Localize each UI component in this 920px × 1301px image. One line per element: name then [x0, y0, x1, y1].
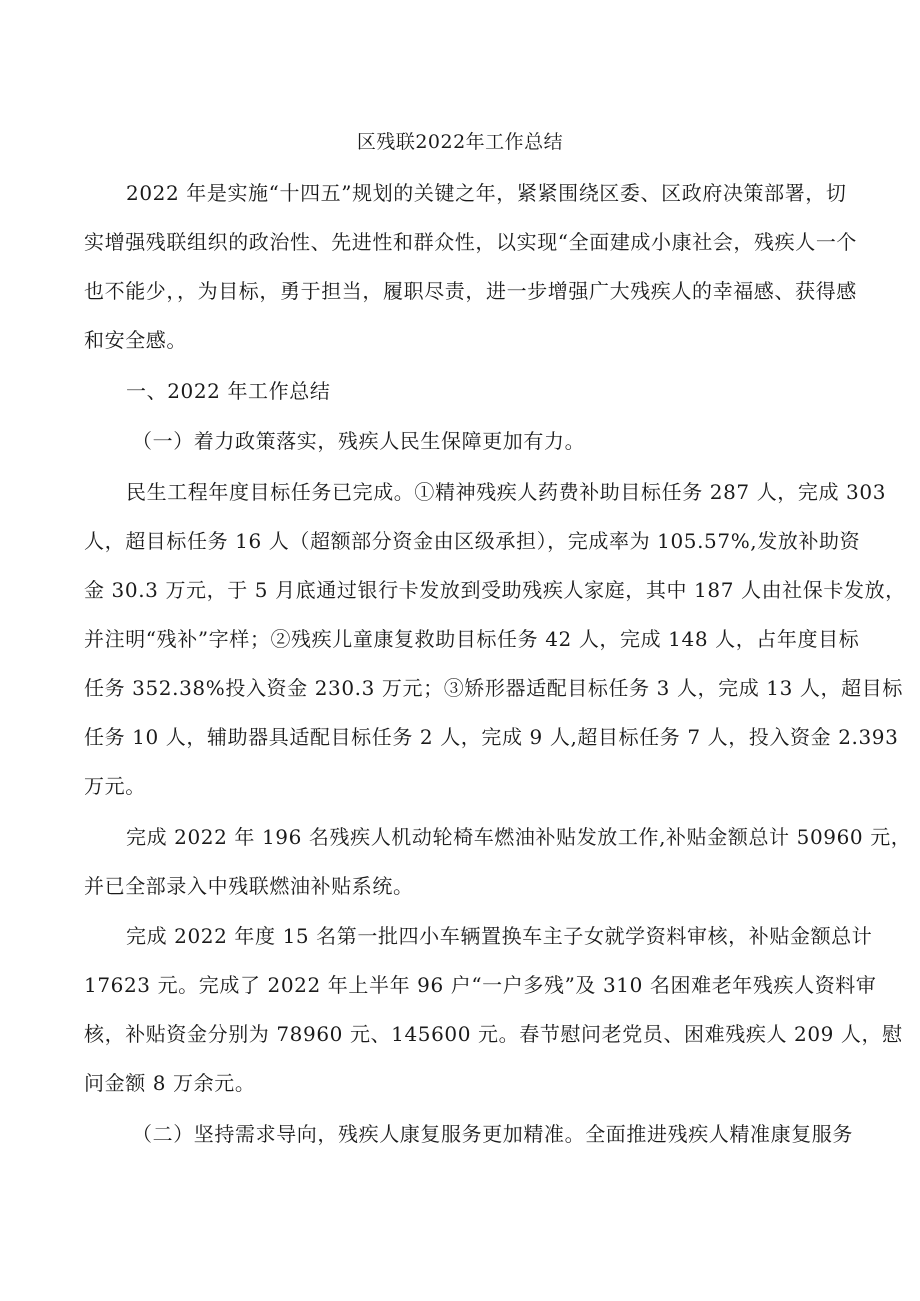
para4-line-1: （二）坚持需求导向，残疾人康复服务更加精准。全面推进残疾人精准康复服务 [132, 1122, 853, 1146]
para1-line-2: 人，超目标任务 16 人（超额部分资金由区级承担），完成率为 105.57%,发放补助资 [84, 529, 861, 553]
intro-line-4: 和安全感。 [84, 328, 187, 352]
para3-line-3: 核，补贴资金分别为 78960 元、145600 元。春节慰问老党员、困难残疾人 209 人，慰 [84, 1022, 903, 1046]
para1-line-6: 任务 10 人，辅助器具适配目标任务 2 人，完成 9 人,超目标任务 7 人，投入资金 2.393 [84, 725, 899, 749]
document-title: 区残联2022年工作总结 [356, 131, 564, 153]
intro-line-2: 实增强残联组织的政治性、先进性和群众性，以实现“全面建成小康社会，残疾人一个 [84, 230, 858, 254]
para2-line-1: 完成 2022 年 196 名残疾人机动轮椅车燃油补贴发放工作,补贴金额总计 50960 元， [126, 825, 912, 849]
subsection-1-heading: （一）着力政策落实，残疾人民生保障更加有力。 [132, 429, 586, 453]
intro-line-1: 2022 年是实施“十四五”规划的关键之年，紧紧围绕区委、区政府决策部署，切 [126, 181, 847, 205]
para1-line-1: 民生工程年度目标任务已完成。①精神残疾人药费补助目标任务 287 人，完成 303 [126, 480, 887, 504]
para3-line-2: 17623 元。完成了 2022 年上半年 96 户“一户多残”及 310 名困难老年残疾人资料审 [84, 973, 877, 997]
para3-line-4: 问金额 8 万余元。 [84, 1071, 256, 1095]
para3-line-1: 完成 2022 年度 15 名第一批四小车辆置换车主子女就学资料审核，补贴金额总计 [126, 924, 873, 948]
section-1-heading: 一、2022 年工作总结 [126, 379, 331, 403]
para1-line-3: 金 30.3 万元，于 5 月底通过银行卡发放到受助残疾人家庭，其中 187 人由社保卡发放， [84, 578, 906, 602]
para1-line-7: 万元。 [84, 774, 146, 798]
para1-line-5: 任务 352.38%投入资金 230.3 万元；③矫形器适配目标任务 3 人，完成 13 人，超目标 [84, 676, 903, 700]
intro-line-3: 也不能少，，为目标，勇于担当，履职尽责，进一步增强广大残疾人的幸福感、获得感 [84, 279, 857, 303]
para1-line-4: 并注明“残补”字样；②残疾儿童康复救助目标任务 42 人，完成 148 人，占年度目标 [84, 627, 860, 651]
para2-line-2: 并已全部录入中残联燃油补贴系统。 [84, 874, 414, 898]
